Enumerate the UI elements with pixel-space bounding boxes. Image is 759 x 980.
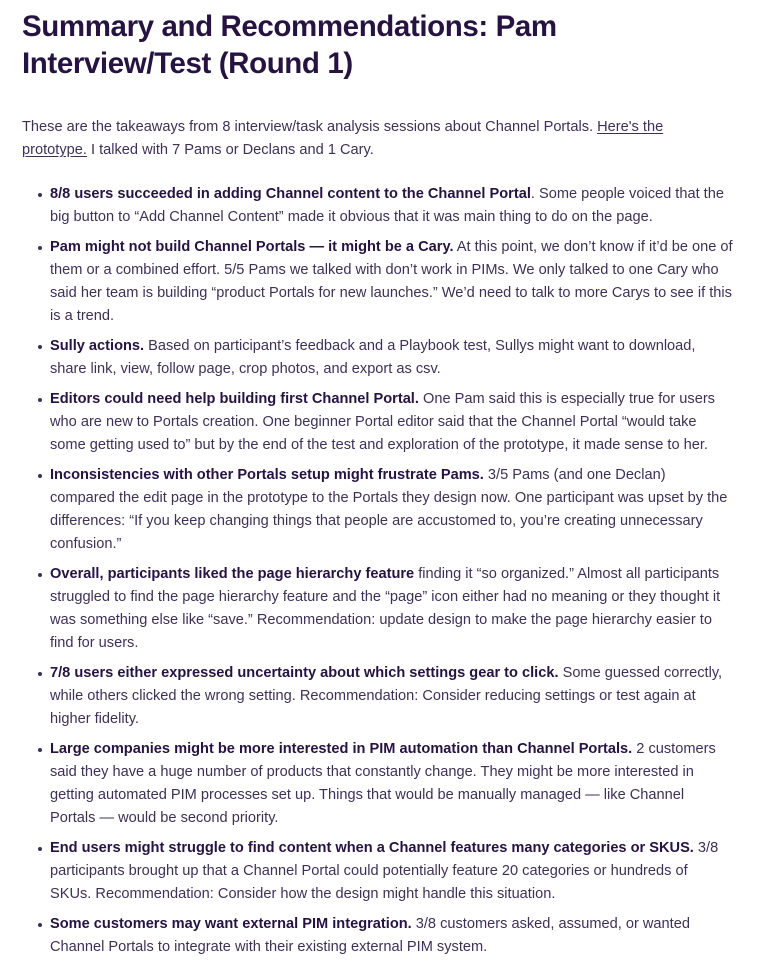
finding-lead: 8/8 users succeeded in adding Channel content to the Channel Portal [50,186,531,202]
intro-paragraph [22,116,712,162]
finding-body: At this point, we don’t know if it’d be one of them or a combined effort. 5/5 Pams we talked with don’t work in PIMs. We only talked to one Cary who said her team is building “product Portals for new launches.” We’d need to talk to more Carys to see if this is a trend. [50,239,733,324]
finding-body: Based on participant’s feedback and a Playbook test, Sullys might want to download, share link, view, follow page, crop photos, and export as csv. [50,338,696,377]
finding-item [22,183,733,229]
finding-lead: End users might struggle to find content when a Channel features many categories or SKUS. [50,840,694,856]
finding-lead: Inconsistencies with other Portals setup might frustrate Pams. [50,467,484,483]
findings-list [22,183,733,959]
finding-lead: Pam might not build Channel Portals — it might be a Cary. [50,239,454,255]
prototype-link[interactable]: Here's the prototype. [22,119,664,158]
finding-item [22,563,733,655]
intro-text-after-link: I talked with 7 Pams or Declans and 1 Cary. [86,142,374,158]
page-title: Summary and Recommendations: Pam Interview/Test (Round 1) [22,10,557,80]
finding-item [22,464,733,556]
finding-lead: Overall, participants liked the page hierarchy feature [50,566,415,582]
finding-item [22,837,733,906]
finding-item [22,388,733,457]
finding-body: 3/5 Pams (and one Declan) compared the edit page in the prototype to the Portals they design now. One participant was upset by the differences: “If you keep changing things that people are accustomed to, you’re creating unnecessary confusion.” [50,467,728,552]
finding-lead: Sully actions. [50,338,145,354]
finding-body: 3/8 participants brought up that a Channel Portal could potentially feature 20 categories or hundreds of SKUs. Recommendation: Consider how the design might handle this situation. [50,840,719,902]
finding-item [22,738,733,830]
finding-body: 3/8 customers asked, assumed, or wanted Channel Portals to integrate with their existing external PIM system. [50,916,690,955]
finding-item [22,662,733,731]
finding-body: Some guessed correctly, while others clicked the wrong setting. Recommendation: Consider reducing settings or test again at higher fidelity. [50,665,723,727]
finding-body: . Some people voiced that the big button to “Add Channel Content” made it obvious that it was main thing to do on the page. [50,186,724,225]
finding-lead: Editors could need help building first Channel Portal. [50,391,419,407]
finding-body: 2 customers said they have a huge number of products that constantly change. They might be more interested in getting automated PIM processes set up. Things that would be manually managed — like Channel Portals — would be second priority. [50,741,716,826]
intro-text-before-link: These are the takeaways from 8 interview/task analysis sessions about Channel Portals. [22,119,598,135]
finding-lead: 7/8 users either expressed uncertainty about which settings gear to click. [50,665,559,681]
finding-item [22,913,733,959]
finding-item [22,236,733,328]
finding-body: One Pam said this is especially true for users who are new to Portals creation. One beginner Portal editor said that the Channel Portal “would take some getting used to” but by the end of the test and exploration of the prototype, it made sense to her. [50,391,715,453]
finding-lead: Some customers may want external PIM integration. [50,916,412,932]
finding-item [22,335,733,381]
finding-body: finding it “so organized.” Almost all participants struggled to find the page hierarchy feature and the “page” icon either had no meaning or they thought it was something else like “save.” Recommendation: update design to make the page hierarchy easier to find for users. [50,566,721,651]
finding-lead: Large companies might be more interested in PIM automation than Channel Portals. [50,741,633,757]
